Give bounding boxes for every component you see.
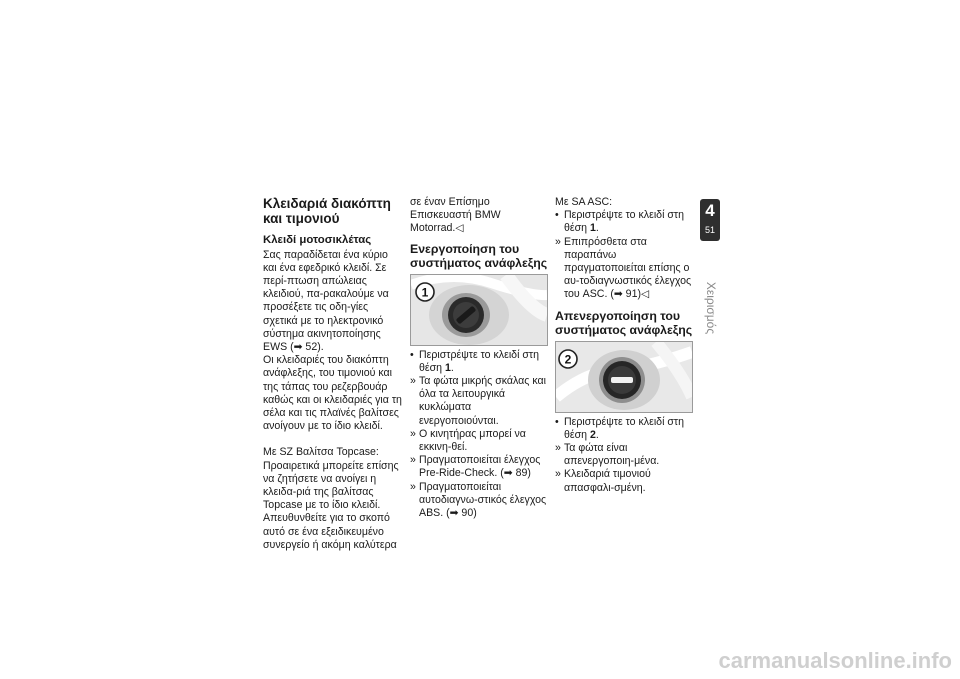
list-item: • Περιστρέψτε το κλειδί στη θέση 1.	[410, 348, 539, 374]
list-item: » Πραγματοποιείται αυτοδιαγνω-στικός έλεγχος ABS. (➡ 90)	[410, 480, 547, 520]
list-item: » Τα φώτα είναι απενεργοποιη-μένα.	[555, 442, 660, 468]
list-item: » Ο κινητήρας μπορεί να εκκινη-θεί.	[410, 427, 526, 454]
watermark: carmanualsonline.info	[718, 648, 952, 673]
paragraph-asc-label: Με SA ASC:	[555, 196, 613, 208]
paragraph-keys: Σας παραδίδεται ένα κύριο και ένα εφεδρικό κλειδί. Σε περί-πτωση απώλειας κλειδιού, πα-ρακαλούμε να προσέξετε τις οδη-γίες σχετικά με το ηλεκτρονικό σύστημα ακινητοποίησης EWS (➡ 52).	[263, 248, 389, 353]
list-item: » Τα φώτα μικρής σκάλας και όλα τα λειτουργικά κυκλώματα ενεργοποιούνται.	[410, 375, 546, 427]
column-1	[263, 196, 403, 552]
page-title: Κλειδαριά διακόπτη και τιμονιού	[263, 196, 391, 226]
photo-label-1: 1	[421, 285, 429, 300]
paragraph-locks: Οι κλειδαριές του διακόπτη ανάφλεξης, του τιμονιού και της τάπας του ρεζερβουάρ καθώς και οι κλειδαριές για τη σέλα και τις πλαϊνές βαλίτσες ανοίγουν με το ίδιο κλειδί.	[263, 354, 402, 433]
spacer	[263, 433, 403, 446]
ignition-photo-on	[410, 274, 548, 346]
steps-asc	[555, 209, 693, 301]
steps-ignition-off	[555, 416, 693, 495]
section-heading-ignition-on: Ενεργοποίηση του συστήματος ανάφλεξης	[410, 241, 548, 270]
chapter-number: 4	[705, 201, 715, 220]
chapter-tab	[700, 199, 720, 241]
list-item: » Πραγματοποιείται έλεγχος Pre-Ride-Check. (➡ 89)	[410, 454, 541, 480]
list-item: • Περιστρέψτε το κλειδί στη θέση 2.	[555, 415, 684, 441]
steps-ignition-on	[410, 349, 548, 521]
paragraph-continued: σε έναν Επίσημο Επισκευαστή BMW Motorrad.◁	[410, 196, 501, 235]
ignition-lock-illustration-on	[411, 275, 547, 345]
section-heading-ignition-off: Απενεργοποίηση του συστήματος ανάφλεξης	[555, 308, 693, 337]
paragraph-topcase-label: Με SZ Βαλίτσα Topcase:	[263, 446, 379, 459]
list-item: • Περιστρέψτε το κλειδί στη θέση 1.	[555, 209, 684, 235]
page-number: 51	[704, 225, 715, 235]
ignition-photo-off	[555, 341, 693, 413]
side-chapter-text: Χειρισμός	[704, 281, 718, 335]
paragraph-topcase: Προαιρετικά μπορείτε επίσης να ζητήσετε να ανοίγει η κλειδα-ριά της βαλίτσας Topcase με το ίδιο κλειδί. Απευθυνθείτε για το σκοπό αυτό σε ένα εξειδικευμένο συνεργείο ή ακόμη καλύτερα	[263, 459, 399, 551]
column-2	[410, 196, 548, 520]
section-subtitle: Κλειδί μοτοσικλέτας	[263, 234, 372, 246]
ignition-lock-illustration-off	[556, 342, 692, 412]
list-item: » Κλειδαριά τιμονιού απασφαλι-σμένη.	[555, 468, 651, 494]
photo-label-2: 2	[564, 352, 572, 367]
column-3	[555, 196, 693, 495]
side-chapter-label	[698, 278, 724, 338]
list-item: » Επιπρόσθετα στα παραπάνω πραγματοποιείται επίσης ο αυ-τοδιαγνωστικός έλεγχος του ASC. (➡ 91)◁	[555, 235, 692, 301]
